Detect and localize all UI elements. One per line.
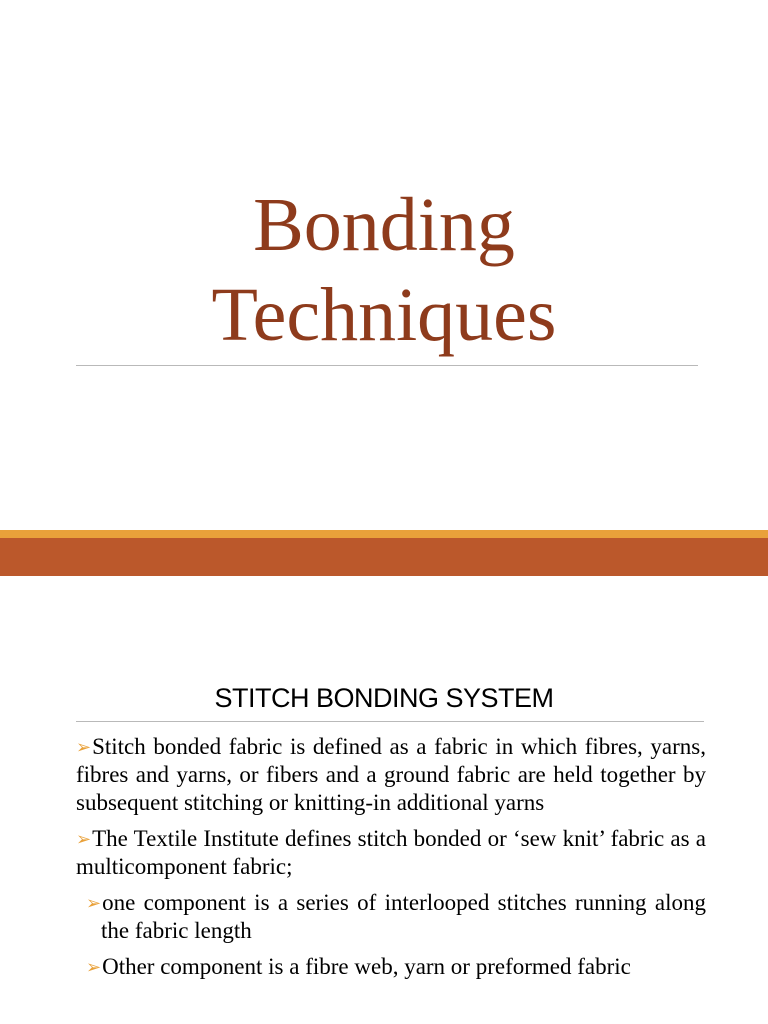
title-line-1: Bonding xyxy=(253,183,515,267)
arrow-bullet-icon: ➢ xyxy=(86,957,102,977)
bullet-item xyxy=(76,733,706,817)
slide-separator-accent xyxy=(0,530,768,538)
arrow-bullet-icon: ➢ xyxy=(76,829,92,849)
bullet-text: Other component is a fibre web, yarn or preformed fabric xyxy=(102,954,631,979)
title-divider xyxy=(76,365,698,366)
arrow-bullet-icon: ➢ xyxy=(86,893,102,913)
slide-heading: STITCH BONDING SYSTEM xyxy=(214,683,554,713)
slide-separator-band xyxy=(0,538,768,576)
bullet-text: one component is a series of interlooped stitches running along the fabric length xyxy=(101,890,706,943)
title-line-2: Techniques xyxy=(211,273,557,357)
bullet-item xyxy=(76,825,706,881)
bullet-list xyxy=(76,733,706,989)
heading-divider xyxy=(76,721,704,722)
bullet-text: Stitch bonded fabric is defined as a fabric in which fibres, yarns, fibres and yarns, or fibers and a ground fabric are held together by subsequent stitching or knitting-in additional yarns xyxy=(76,734,706,815)
arrow-bullet-icon: ➢ xyxy=(76,737,92,757)
slide-title xyxy=(0,180,768,360)
sub-bullet-item xyxy=(86,953,706,981)
content-slide xyxy=(0,576,768,1024)
bullet-text: The Textile Institute defines stitch bonded or ‘sew knit’ fabric as a multicomponent fabric; xyxy=(76,826,706,879)
sub-bullet-item xyxy=(86,889,706,945)
